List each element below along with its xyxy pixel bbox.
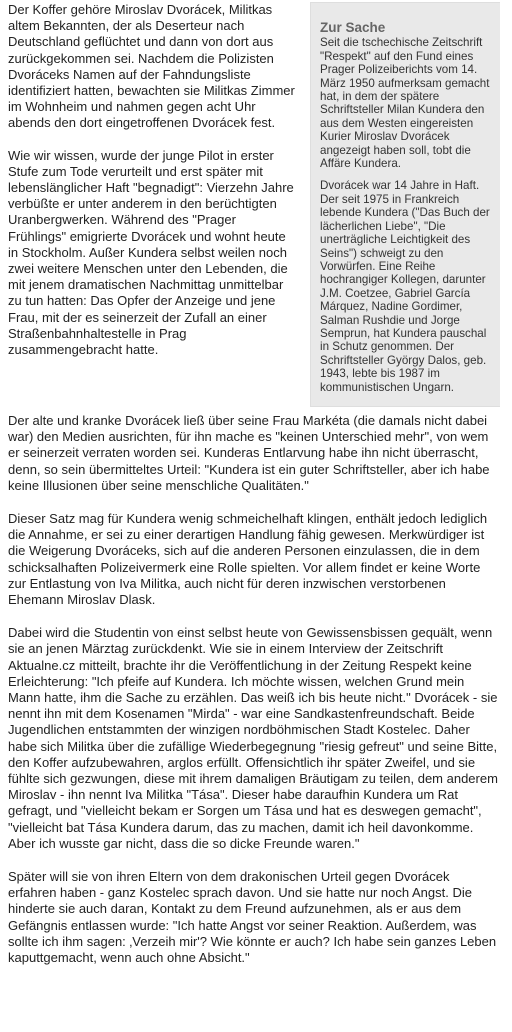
article-paragraph: Der Koffer gehöre Miroslav Dvorácek, Militkas altem Bekannten, der als Deserteur nach Deutschland geflüchtet und dann von dort aus zurückgekommen sei. Nachdem die Polizisten Dvoráceks Namen auf der Fahndungsliste identifiziert hatten, bewachten sie Militkas Zimmer im Wohnheim und nahmen gegen acht Uhr abends den dort eingetroffenen Dvorácek fest. — [8, 2, 295, 131]
article-top-section — [8, 2, 500, 413]
sidebar-paragraph: Seit die tschechische Zeitschrift "Respekt" auf den Fund eines Prager Polizeiberichts vom 14. März 1950 aufmerksam gemacht hat, in dem der spätere Schriftsteller Milan Kundera den aus dem Westen eingereisten Kurier Miroslav Dvorácek angezeigt haben soll, tobt die Affäre Kundera. — [320, 36, 490, 171]
article-paragraph: Dabei wird die Studentin von einst selbst heute von Gewissensbissen gequält, wenn sie an jenen Märztag zurückdenkt. Wie sie in einem Interview der Zeitschrift Aktualne.cz mitteilt, brachte ihr die Veröffentlichung in der Zeitung Respekt keine Erleichterung: "Ich pfeife auf Kundera. Ich möchte wissen, welchen Grund mein Mann hatte, ihm die Sache zu erzählen. Das weiß ich bis heute nicht." Dvorácek - sie nennt ihn mit dem Kosenamen "Mirda" - war eine Sandkastenfreundschaft. Beide Jugendlichen entstammten der winzigen nordböhmischen Stadt Kostelec. Daher habe sich Militka über die zufällige Wiederbegegnung "riesig gefreut" und seine Bitte, den Koffer aufzubewahren, arglos erfüllt. Offensichtlich ihr später Zweifel, und sie fühlte sich gezwungen, diese mit ihrem damaligen Bräutigam zu teilen, dem anderem Miroslav - ihn nennt Iva Militka "Tása". Dieser habe daraufhin Kundera um Rat gefragt, und "vielleicht bekam er Sorgen um Tása und hat es deswegen gemacht", "vielleicht bat Tása Kundera darum, das zu machen, damit ich heil davonkomme. Aber ich wusste gar nicht, dass die so dicke Freunde waren." — [8, 625, 498, 851]
sidebar-title: Zur Sache — [320, 20, 386, 35]
article-body — [8, 413, 500, 966]
article-paragraph: Dieser Satz mag für Kundera wenig schmeichelhaft klingen, enthält jedoch lediglich die Annahme, er sei zu einer derartigen Handlung fähig gewesen. Merkwürdiger ist die Weigerung Dvoráceks, sich auf die anderen Personen einzulassen, die in dem schicksalhaften Polizeivermerk eine Rolle spielten. Vor allem findet er keine Worte zur Entlastung von Iva Militka, auch nicht für deren inzwischen verstorbenen Ehemann Miroslav Dlask. — [8, 510, 488, 607]
sidebar-paragraph: Dvorácek war 14 Jahre in Haft. Der seit 1975 in Frankreich lebende Kundera ("Das Buch der lächerlichen Liebe", "Die unerträgliche Leichtigkeit des Seins") schweigt zu den Vorwürfen. Eine Reihe hochrangiger Kollegen, darunter J.M. Coetzee, Gabriel García Márquez, Nadine Gordimer, Salman Rushdie und Jorge Semprun, hat Kundera pauschal in Schutz genommen. Der Schriftsteller György Dalos, geb. 1943, lebte bis 1987 im kommunistischen Ungarn. — [320, 179, 490, 394]
zur-sache-sidebar — [310, 2, 500, 407]
article-paragraph: Später will sie von ihren Eltern von dem drakonischen Urteil gegen Dvorácek erfahren haben - ganz Kostelec sprach davon. Und sie hatte nur noch Angst. Die hinderte sie auch daran, Kontakt zu dem Freund aufzunehmen, als er aus dem Gefängnis entlassen wurde: "Ich hatte Angst vor seiner Reaktion. Außerdem, was sollte ich ihm sagen: ‚Verzeih mir'? Wie könnte er auch? Ich habe sein ganzes Leben kaputtgemacht, wenn auch ohne Absicht." — [8, 869, 497, 966]
article-paragraph: Der alte und kranke Dvorácek ließ über seine Frau Markéta (die damals nicht dabei war) den Medien ausrichten, für ihn mache es "keinen Unterschied mehr", von wem er seinerzeit verraten worden sei. Kunderas Entlarvung habe ihn nicht überrascht, denn, so sein übermitteltes Urteil: "Kundera ist ein guter Schriftsteller, aber ich habe keine Illusionen über seine menschliche Qualitäten." — [8, 412, 490, 493]
article-paragraph: Wie wir wissen, wurde der junge Pilot in erster Stufe zum Tode verurteilt und erst später mit lebenslänglicher Haft "begnadigt": Vierzehn Jahre verbüßte er unter anderem in den berüchtigten Uranbergwerken. Während des "Prager Frühlings" emigrierte Dvorácek und wohnt heute in Stockholm. Außer Kundera selbst weilen noch zwei weitere Menschen unter den Lebenden, die mit jenem dramatischen Nachmittag unmittelbar zu tun hatten: Das Opfer der Anzeige und jene Frau, mit der es seinerzeit der Zufall an einer Straßenbahnhaltestelle in Prag zusammengebracht hatte. — [8, 147, 294, 358]
